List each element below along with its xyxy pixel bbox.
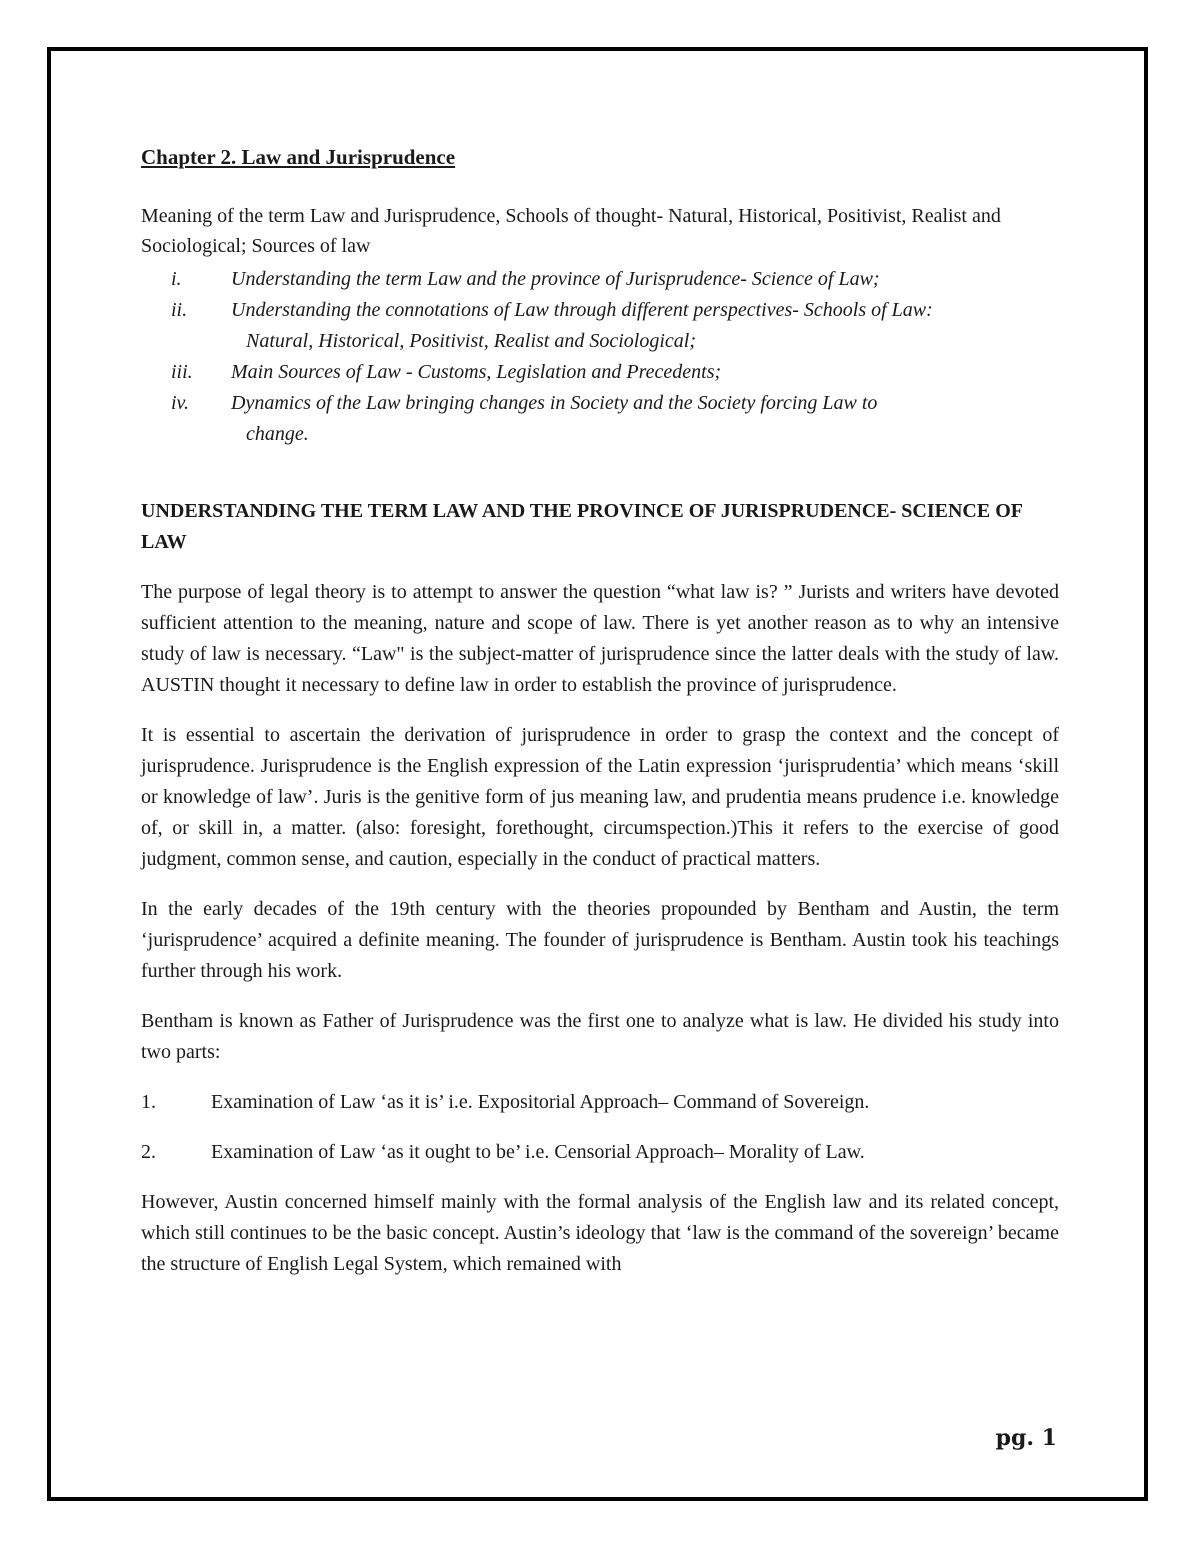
- list-item-text: Examination of Law ‘as it ought to be’ i.e. Censorial Approach– Morality of Law.: [211, 1141, 865, 1163]
- chapter-title: Chapter 2. Law and Jurisprudence: [141, 145, 456, 169]
- objective-item: [141, 264, 1059, 295]
- objective-text: Main Sources of Law - Customs, Legislation and Precedents;: [231, 361, 722, 383]
- numbered-list: [141, 1087, 1059, 1168]
- objective-item: [141, 357, 1059, 388]
- objective-number: iv.: [171, 392, 189, 414]
- page-number: pg. 1: [995, 1425, 1057, 1451]
- closing-paragraph: However, Austin concerned himself mainly with the formal analysis of the English law and its related concept, which still continues to be the basic concept. Austin’s ideology that ‘law is the command of the sovereign’ became the structure of English Legal System, which remained with: [141, 1191, 1059, 1275]
- paragraph: Bentham is known as Father of Jurisprudence was the first one to analyze what is law. He divided his study into two parts:: [141, 1010, 1059, 1063]
- objective-item: [141, 388, 1059, 450]
- objective-text: Understanding the term Law and the province of Jurisprudence- Science of Law;: [231, 268, 880, 290]
- list-number: 2.: [141, 1141, 156, 1163]
- objective-text-continued: Natural, Historical, Positivist, Realist and Sociological;: [246, 330, 696, 352]
- objective-text: Dynamics of the Law bringing changes in Society and the Society forcing Law to: [231, 392, 878, 414]
- objective-number: iii.: [171, 361, 193, 383]
- document-body: [141, 143, 1059, 1280]
- paragraph: In the early decades of the 19th century with the theories propounded by Bentham and Austin, the term ‘jurisprudence’ acquired a definite meaning. The founder of jurisprudence is Bentham. Austin took his teachings further through his work.: [141, 898, 1059, 982]
- objective-text-continued: change.: [246, 423, 309, 445]
- numbered-list-item: [141, 1137, 1059, 1168]
- objective-number: i.: [171, 268, 182, 290]
- objective-number: ii.: [171, 299, 188, 321]
- list-number: 1.: [141, 1091, 156, 1113]
- objective-text: Understanding the connotations of Law through different perspectives- Schools of Law:: [231, 299, 933, 321]
- paragraph: The purpose of legal theory is to attempt to answer the question “what law is? ” Jurists and writers have devoted sufficient attention to the meaning, nature and scope of law. There is yet another reason as to why an intensive study of law is necessary. “Law" is the subject-matter of jurisprudence since the latter deals with the study of law. AUSTIN thought it necessary to define law in order to establish the province of jurisprudence.: [141, 581, 1059, 696]
- objective-item: [141, 295, 1059, 357]
- list-item-text: Examination of Law ‘as it is’ i.e. Expositorial Approach– Command of Sovereign.: [211, 1091, 870, 1113]
- objectives-list: [141, 264, 1059, 450]
- numbered-list-item: [141, 1087, 1059, 1118]
- paragraph: It is essential to ascertain the derivation of jurisprudence in order to grasp the context and the concept of jurisprudence. Jurisprudence is the English expression of the Latin expression ‘jurisprudentia’ which means ‘skill or knowledge of law’. Juris is the genitive form of jus meaning law, and prudentia means prudence i.e. knowledge of, or skill in, a matter. (also: foresight, forethought, circumspection.)This it refers to the exercise of good judgment, common sense, and caution, especially in the conduct of practical matters.: [141, 724, 1059, 870]
- section-heading: UNDERSTANDING THE TERM LAW AND THE PROVINCE OF JURISPRUDENCE- SCIENCE OF LAW: [141, 500, 1023, 553]
- syllabus-intro: Meaning of the term Law and Jurisprudence, Schools of thought- Natural, Historical, Positivist, Realist and Sociological; Sources of law: [141, 205, 1001, 257]
